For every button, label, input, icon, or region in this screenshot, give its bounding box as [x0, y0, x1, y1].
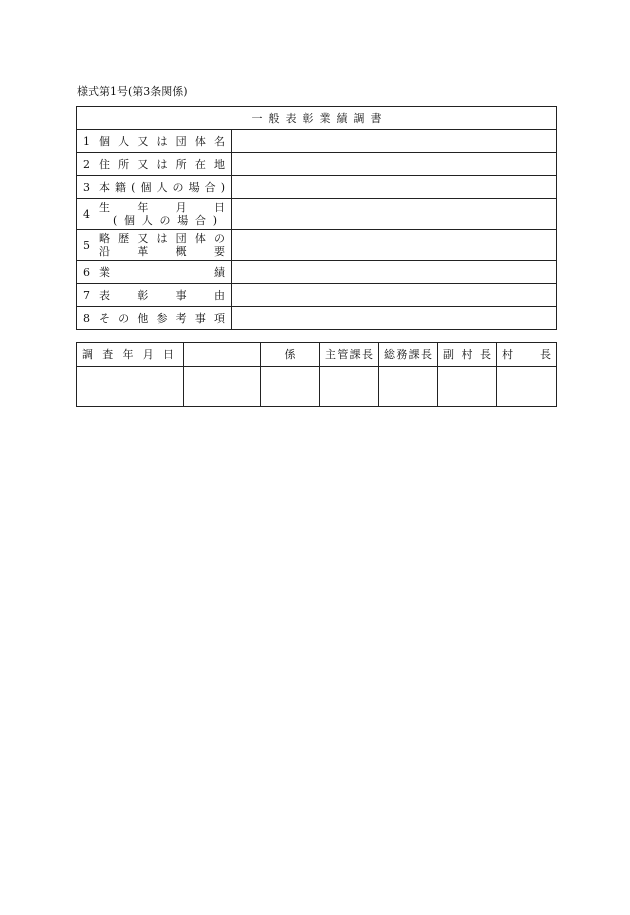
row-label-domicile: 3 本籍(個人の場合) [77, 176, 232, 199]
row-label-address: 2 住所又は所在地 [77, 153, 232, 176]
header-blank [184, 343, 261, 367]
field-reason[interactable] [232, 284, 557, 307]
row-label-name: 1 個人又は団体名 [77, 130, 232, 153]
header-survey-date: 調査年月日 [77, 343, 184, 367]
header-deputy-mayor: 副村長 [438, 343, 497, 367]
field-survey-date-value[interactable] [184, 367, 261, 407]
row-label-achievements: 6 業 績 [77, 261, 232, 284]
stamp-staff[interactable] [261, 367, 320, 407]
field-domicile[interactable] [232, 176, 557, 199]
header-general-affairs-chief: 総務課長 [379, 343, 438, 367]
stamp-section-chief[interactable] [320, 367, 379, 407]
row-label-birthdate: 4 生 年 月 日 (個人の場合) [77, 199, 232, 230]
row-label-reason: 7 表 彰 事 由 [77, 284, 232, 307]
stamp-mayor[interactable] [497, 367, 557, 407]
form-number: 様式第1号(第3条関係) [77, 85, 188, 98]
field-birthdate[interactable] [232, 199, 557, 230]
field-notes[interactable] [232, 307, 557, 330]
row-label-notes: 8 その他参考事項 [77, 307, 232, 330]
stamp-deputy-mayor[interactable] [438, 367, 497, 407]
approval-table [76, 342, 557, 407]
header-mayor: 村 長 [497, 343, 557, 367]
field-survey-date[interactable] [77, 367, 184, 407]
row-label-history: 5 略歴又は団体の 沿 革 概 要 [77, 230, 232, 261]
achievement-report-table [76, 106, 557, 330]
table-title: 一般表彰業績調書 [77, 107, 557, 130]
field-name[interactable] [232, 130, 557, 153]
stamp-general-affairs-chief[interactable] [379, 367, 438, 407]
field-address[interactable] [232, 153, 557, 176]
field-achievements[interactable] [232, 261, 557, 284]
field-history[interactable] [232, 230, 557, 261]
header-staff: 係 [261, 343, 320, 367]
header-section-chief: 主管課長 [320, 343, 379, 367]
